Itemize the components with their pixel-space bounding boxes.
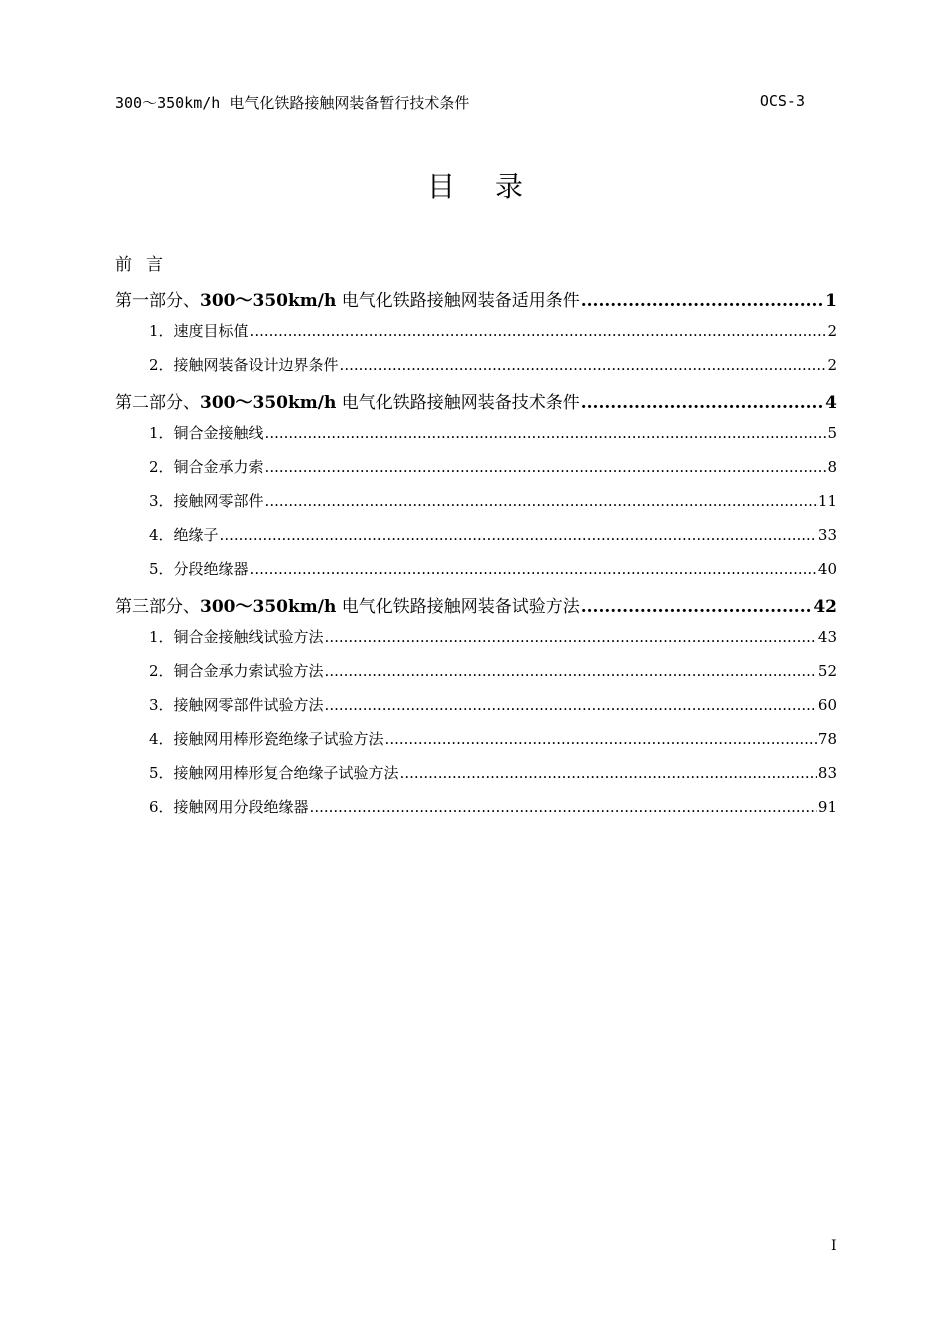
toc-part-suffix: 电气化铁路接触网装备适用条件 xyxy=(336,291,580,311)
dot-leader xyxy=(340,356,827,374)
toc-item-label: 2．铜合金承力索试验方法 xyxy=(149,662,324,680)
toc-item-label: 1．铜合金接触线 xyxy=(149,424,264,442)
toc-page-number: 11 xyxy=(817,492,837,510)
toc-item-label: 3．接触网零部件试验方法 xyxy=(149,696,324,714)
toc-part-prefix: 第三部分、 xyxy=(115,597,200,617)
dot-leader xyxy=(581,597,813,617)
toc-page-number: 2 xyxy=(827,322,837,340)
toc-part-speed: 300～350km/h xyxy=(200,291,337,311)
toc-item-label: 1．铜合金接触线试验方法 xyxy=(149,628,324,646)
toc-part[interactable] xyxy=(115,286,837,320)
running-header xyxy=(115,92,805,114)
toc-item[interactable] xyxy=(115,422,837,456)
toc-page-number: 33 xyxy=(817,526,837,544)
dot-leader xyxy=(265,492,817,510)
toc-part-label xyxy=(115,592,580,617)
toc-preface-label: 前言 xyxy=(115,255,177,275)
header-doc-code: OCS-3 xyxy=(759,92,805,110)
toc-page-number: 1 xyxy=(825,291,837,311)
toc-item[interactable] xyxy=(115,626,837,660)
toc-part-speed: 300～350km/h xyxy=(200,393,337,413)
toc-part[interactable] xyxy=(115,592,837,626)
toc-part-prefix: 第二部分、 xyxy=(115,393,200,413)
dot-leader xyxy=(265,458,827,476)
toc-page-number: 2 xyxy=(827,356,837,374)
toc-page-number: 5 xyxy=(827,424,837,442)
dot-leader xyxy=(325,662,817,680)
header-doc-title: 300～350km/h 电气化铁路接触网装备暂行技术条件 xyxy=(115,94,470,112)
toc-part-suffix: 电气化铁路接触网装备技术条件 xyxy=(336,393,580,413)
toc-page-number: 52 xyxy=(817,662,837,680)
toc-item[interactable] xyxy=(115,320,837,354)
toc-item-label: 3．接触网零部件 xyxy=(149,492,264,510)
toc-part-prefix: 第一部分、 xyxy=(115,291,200,311)
toc-part-speed: 300～350km/h xyxy=(200,597,337,617)
toc-item[interactable] xyxy=(115,490,837,524)
toc-item-label: 2．铜合金承力索 xyxy=(149,458,264,476)
toc-page-number: 60 xyxy=(817,696,837,714)
toc-page-number: 91 xyxy=(817,798,837,816)
toc-page-number: 83 xyxy=(817,764,837,782)
toc-page-number: 40 xyxy=(817,560,837,578)
toc-page-number: 43 xyxy=(817,628,837,646)
dot-leader xyxy=(581,393,824,413)
toc-part[interactable] xyxy=(115,388,837,422)
toc-page-number: 4 xyxy=(825,393,837,413)
toc-item[interactable] xyxy=(115,694,837,728)
dot-leader xyxy=(265,424,827,442)
toc-item-label: 4．绝缘子 xyxy=(149,526,219,544)
toc-item[interactable] xyxy=(115,524,837,558)
dot-leader xyxy=(310,798,817,816)
toc-item[interactable] xyxy=(115,660,837,694)
toc-item-label: 1．速度目标值 xyxy=(149,322,249,340)
toc-item[interactable] xyxy=(115,354,837,388)
page-title: 目录 xyxy=(426,170,563,203)
toc-part-label xyxy=(115,286,580,311)
toc-item-label: 5．接触网用棒形复合绝缘子试验方法 xyxy=(149,764,399,782)
dot-leader xyxy=(220,526,817,544)
page-number: I xyxy=(831,1238,837,1254)
toc-item[interactable] xyxy=(115,796,837,830)
toc-item-label: 6．接触网用分段绝缘器 xyxy=(149,798,309,816)
toc-item[interactable] xyxy=(115,728,837,762)
toc-page-number: 78 xyxy=(817,730,837,748)
toc-part-suffix: 电气化铁路接触网装备试验方法 xyxy=(336,597,580,617)
dot-leader xyxy=(325,628,817,646)
toc-item[interactable] xyxy=(115,558,837,592)
dot-leader xyxy=(325,696,817,714)
dot-leader xyxy=(581,291,824,311)
toc-item[interactable] xyxy=(115,762,837,796)
toc-item-label: 4．接触网用棒形瓷绝缘子试验方法 xyxy=(149,730,384,748)
toc-part-label xyxy=(115,388,580,413)
toc-preface[interactable] xyxy=(115,250,837,286)
dot-leader xyxy=(250,322,827,340)
toc-page-number: 42 xyxy=(813,597,837,617)
dot-leader xyxy=(400,764,817,782)
dot-leader xyxy=(250,560,817,578)
toc-item-label: 5．分段绝缘器 xyxy=(149,560,249,578)
toc-item[interactable] xyxy=(115,456,837,490)
table-of-contents xyxy=(115,250,837,830)
toc-page-number: 8 xyxy=(827,458,837,476)
dot-leader xyxy=(385,730,817,748)
toc-item-label: 2．接触网装备设计边界条件 xyxy=(149,356,339,374)
